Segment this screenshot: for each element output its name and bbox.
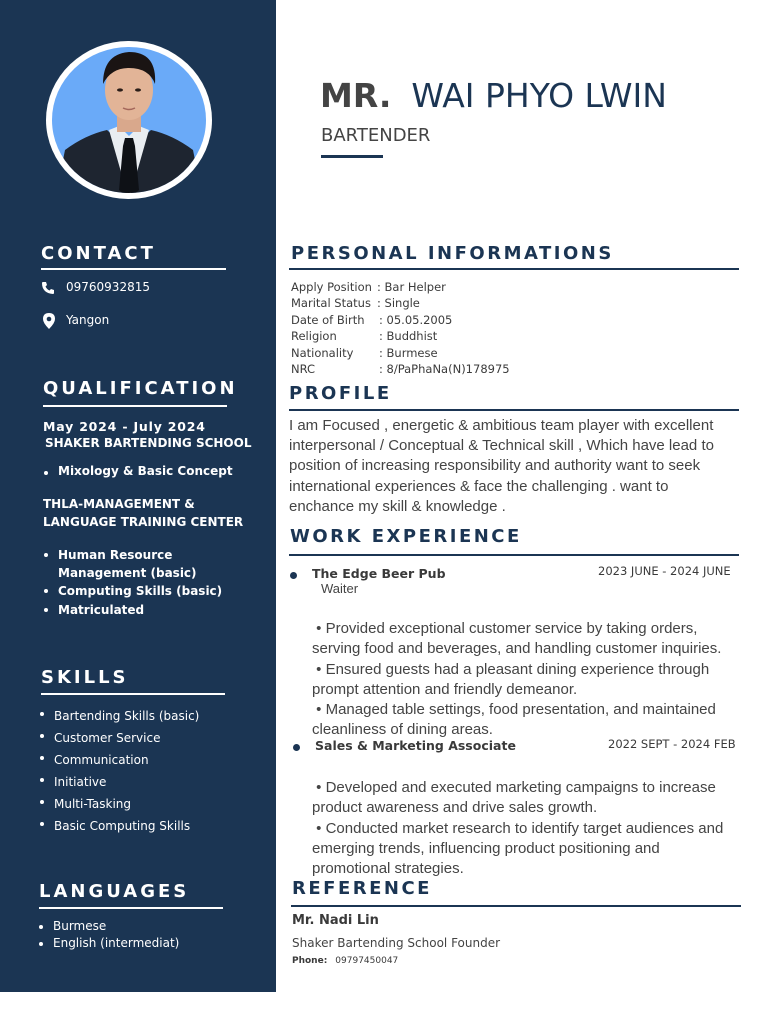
personal-info-table <box>291 279 510 377</box>
qualification-divider <box>43 405 227 407</box>
work-heading: WORK EXPERIENCE <box>290 526 522 547</box>
list-item: Computing Skills (basic) <box>44 582 222 600</box>
languages-heading: LANGUAGES <box>39 881 190 902</box>
languages-divider <box>39 907 223 909</box>
skills-divider <box>41 693 225 695</box>
school-2-list <box>44 546 222 619</box>
job-description: • Provided exceptional customer service by taking orders, serving food and beverages, and handling customer inquiries. • Ensured guests had a pleasant dining experience through prompt attention and friendly demeanor. • Managed table settings, food presentation, and maintained cleanliness of dining areas. <box>312 620 722 739</box>
profile-text: I am Focused , energetic & ambitious team player with excellent interpersonal / Conceptual & Technical skill , Which have lead to position of increasing responsibility and authority want to seek international experiences & face the challenging . want to enchance my skill & knowledge . <box>289 417 714 515</box>
reference-phone-label: Phone: <box>292 956 328 966</box>
contact-divider <box>41 268 226 270</box>
language-item: Burmese <box>39 918 179 935</box>
school-1-name: SHAKER BARTENDING SCHOOL <box>45 436 252 450</box>
skills-list <box>40 705 199 837</box>
info-row: Religion : Buddhist <box>291 329 438 344</box>
contact-phone[interactable]: 09760932815 <box>66 280 150 294</box>
list-item: Matriculated <box>44 601 222 619</box>
reference-name: Mr. Nadi Lin <box>292 913 379 928</box>
job-dates: 2023 JUNE - 2024 JUNE <box>598 564 731 578</box>
name-prefix: MR. <box>320 76 392 115</box>
job-title: BARTENDER <box>321 125 431 146</box>
job-description: • Developed and executed marketing campaigns to increase product awareness and drive sales growth. • Conducted market research to identify target audiences and emerging trends, influencing product positioning and promotional strategies. <box>312 779 724 878</box>
personal-info-divider <box>289 268 739 270</box>
school-1-list <box>44 464 233 478</box>
languages-list <box>39 918 179 951</box>
skill-item: Basic Computing Skills <box>40 815 199 837</box>
reference-role: Shaker Bartending School Founder <box>292 936 501 950</box>
skill-item: Bartending Skills (basic) <box>40 705 199 727</box>
school-2-name-line-2: LANGUAGE TRAINING CENTER <box>43 515 244 529</box>
job-bullet-icon <box>290 572 297 579</box>
job-company: Sales & Marketing Associate <box>315 738 516 753</box>
qualification-period: May 2024 - July 2024 <box>43 419 206 434</box>
full-name: WAI PHYO LWIN <box>411 76 667 115</box>
profile-divider <box>289 409 739 411</box>
list-item: Human Resource <box>44 546 222 564</box>
work-divider <box>289 554 739 556</box>
school-2-name-line-1: THLA-MANAGEMENT & <box>43 497 195 511</box>
profile-photo <box>45 40 213 200</box>
phone-icon <box>41 281 55 295</box>
info-row: NRC : 8/PaPhaNa(N)178975 <box>291 362 510 377</box>
reference-heading: REFERENCE <box>292 878 432 899</box>
skill-item: Communication <box>40 749 199 771</box>
personal-info-heading: PERSONAL INFORMATIONS <box>291 243 614 264</box>
skill-item: Customer Service <box>40 727 199 749</box>
skill-item: Initiative <box>40 771 199 793</box>
list-item-continuation: Management (basic) <box>58 566 197 581</box>
info-row: Apply Position : Bar Helper <box>291 280 446 294</box>
info-row: Date of Birth : 05.05.2005 <box>291 312 453 327</box>
reference-phone-number[interactable]: 09797450047 <box>335 956 399 966</box>
job-dates: 2022 SEPT - 2024 FEB <box>608 737 736 751</box>
profile-heading: PROFILE <box>289 383 392 404</box>
language-item: English (intermediat) <box>39 935 179 952</box>
qualification-heading: QUALIFICATION <box>43 378 238 399</box>
list-item: Mixology & Basic Concept <box>44 464 233 478</box>
job-bullet-icon <box>293 744 300 751</box>
name-heading <box>320 76 667 115</box>
location-icon <box>43 313 55 329</box>
contact-heading: CONTACT <box>41 243 156 264</box>
reference-phone <box>292 956 398 966</box>
contact-location: Yangon <box>66 313 110 327</box>
info-row: Nationality : Burmese <box>291 345 438 360</box>
info-row: Marital Status : Single <box>291 296 420 311</box>
title-underline <box>321 155 383 158</box>
skill-item: Multi-Tasking <box>40 793 199 815</box>
skills-heading: SKILLS <box>41 667 129 688</box>
job-role: Waiter <box>321 581 359 596</box>
job-company: The Edge Beer Pub <box>312 566 446 581</box>
reference-divider <box>291 905 741 907</box>
